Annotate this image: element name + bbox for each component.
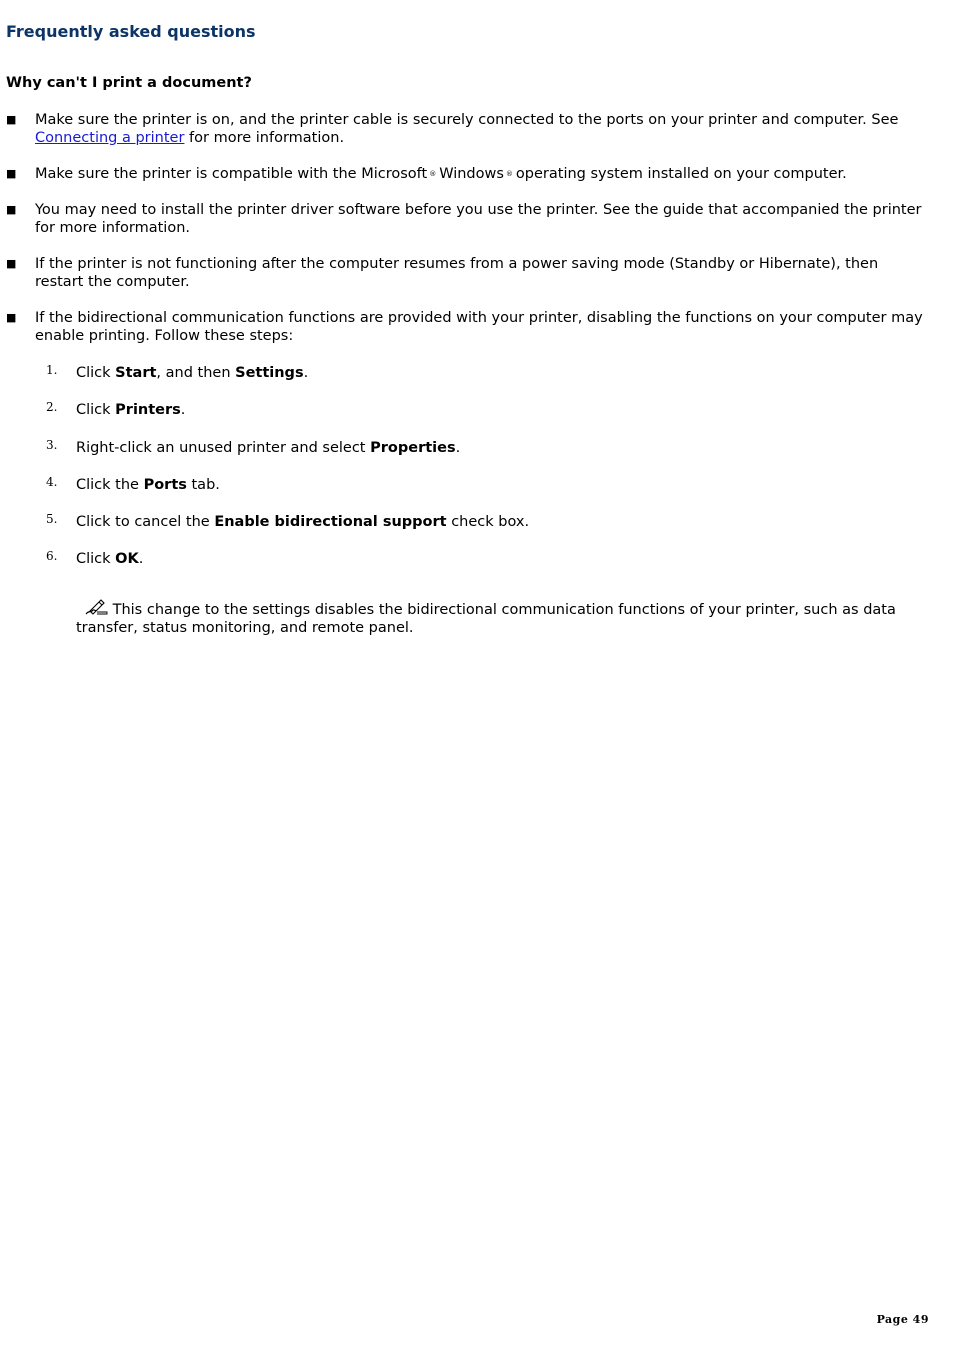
question-heading: Why can't I print a document? (6, 75, 252, 91)
step-bold: OK (115, 551, 139, 568)
step-bold: Properties (370, 439, 456, 456)
note-block (76, 598, 934, 637)
list-item (0, 309, 930, 345)
registered-mark: ® (429, 170, 437, 178)
bullet-square-icon: ■ (6, 257, 17, 270)
list-item (0, 201, 930, 237)
step-bold: Start (115, 365, 157, 381)
step-number: 2. (46, 400, 58, 415)
note-text: This change to the settings disables the bidirectional communication functions of your printer, such as data transfer, status monitoring, and remote panel. (76, 602, 896, 636)
step-text: . (180, 402, 186, 419)
item-text: If the printer is not functioning after the computer resumes from a power saving mode (Standby or Hibernate), then restart the computer. (35, 256, 879, 290)
item-text: operating system installed on your computer. (515, 166, 847, 182)
note-pen-icon (84, 598, 108, 616)
item-text: If the bidirectional communication functions are provided with your printer, disabling the functions on your computer may enable printing. Follow these steps: (35, 310, 923, 344)
step-number: 6. (46, 549, 58, 564)
step-bold: Ports (143, 476, 187, 493)
step-item (0, 475, 930, 512)
step-text: Click (76, 402, 116, 419)
item-text: for more information. (184, 130, 345, 146)
steps-list (0, 363, 930, 587)
step-text: tab. (186, 476, 220, 493)
list-item (0, 111, 930, 147)
step-number: 5. (46, 512, 58, 527)
troubleshooting-list (0, 111, 930, 363)
step-number: 4. (46, 474, 58, 489)
item-text: Make sure the printer is compatible with the Microsoft (35, 166, 428, 182)
item-text: Make sure the printer is on, and the printer cable is securely connected to the ports on your printer and computer. See (35, 112, 899, 128)
item-text: You may need to install the printer driver software before you use the printer. See the guide that accompanied the printer for more information. (35, 202, 922, 236)
step-text: check box. (446, 514, 530, 531)
item-text: Windows (439, 166, 504, 182)
step-bold: Printers (115, 402, 181, 419)
step-text: . (138, 551, 144, 568)
list-item (0, 165, 930, 183)
step-number: 1. (46, 363, 58, 377)
step-item (0, 438, 930, 475)
list-item (0, 255, 930, 291)
step-item (0, 363, 930, 400)
bullet-square-icon: ■ (6, 113, 17, 126)
connecting-printer-link[interactable]: Connecting a printer (35, 130, 185, 146)
bullet-square-icon: ■ (6, 311, 17, 324)
step-item (0, 512, 930, 549)
step-text: Click to cancel the (76, 514, 215, 531)
step-number: 3. (46, 437, 58, 452)
page-title: Frequently asked questions (6, 22, 256, 41)
bullet-square-icon: ■ (6, 167, 17, 180)
step-text: . (303, 365, 309, 381)
page-number: Page 49 (876, 1313, 929, 1326)
step-text: Click the (76, 476, 144, 493)
step-text: , and then (156, 365, 236, 381)
step-text: Click (76, 551, 116, 568)
step-bold: Settings (235, 365, 304, 381)
step-item (0, 400, 930, 437)
step-bold: Enable bidirectional support (214, 514, 447, 531)
step-item (0, 549, 930, 586)
step-text: . (455, 439, 461, 456)
bullet-square-icon: ■ (6, 203, 17, 216)
step-text: Click (76, 365, 116, 381)
step-text: Right-click an unused printer and select (76, 439, 371, 456)
registered-mark: ® (505, 170, 513, 178)
